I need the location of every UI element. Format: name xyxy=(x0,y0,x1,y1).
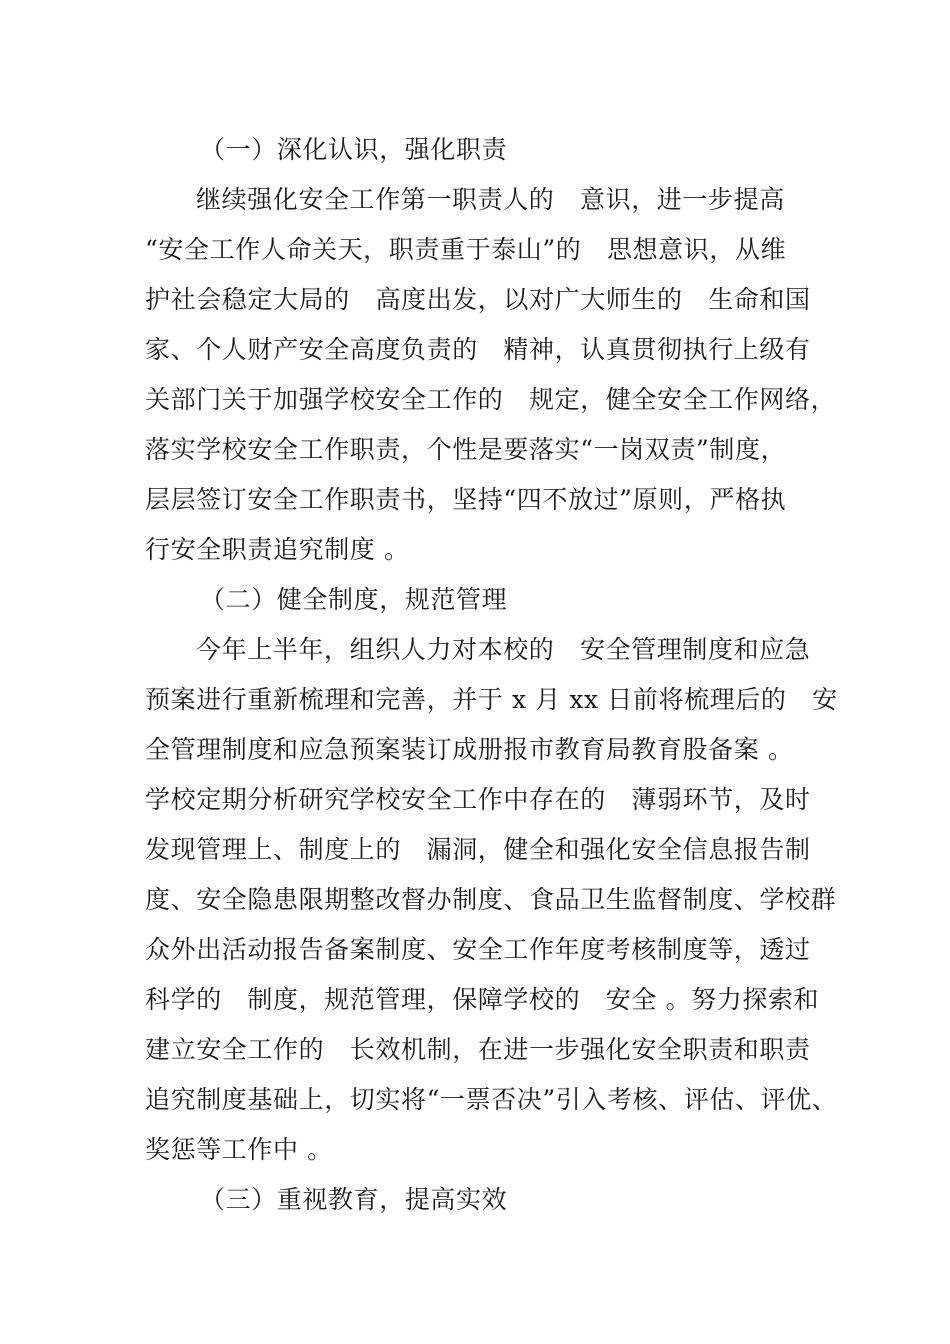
section-heading-1: （一）深化认识，强化职责 xyxy=(200,135,508,164)
paragraph-line: 落实学校安全工作职责，个性是要落实“一岗双责”制度， xyxy=(145,435,787,464)
paragraph-line: 奖惩等工作中 。 xyxy=(145,1135,333,1164)
paragraph-line: 发现管理上、制度上的 漏洞，健全和强化安全信息报告制 xyxy=(145,835,811,864)
paragraph-line: 全管理制度和应急预案装订成册报市教育局教育股备案 。 xyxy=(145,735,794,764)
paragraph-line: 家、个人财产安全高度负责的 精神，认真贯彻执行上级有 xyxy=(145,335,811,364)
paragraph-line: 行安全职责追究制度 。 xyxy=(145,535,410,564)
paragraph-line: 建立安全工作的 长效机制，在进一步强化安全职责和职责 xyxy=(145,1035,811,1064)
paragraph-line: 众外出活动报告备案制度、安全工作年度考核制度等，透过 xyxy=(145,935,811,964)
paragraph-line: 层层签订安全工作职责书，坚持“四不放过”原则，严格执 xyxy=(145,485,787,514)
paragraph-line: 今年上半年，组织人力对本校的 安全管理制度和应急 xyxy=(196,635,811,664)
paragraph-line: “安全工作人命关天，职责重于泰山”的 思想意识，从维 xyxy=(145,235,787,264)
paragraph-line: 度、安全隐患限期整改督办制度、食品卫生监督制度、学校群 xyxy=(145,885,837,914)
paragraph-line: 学校定期分析研究学校安全工作中存在的 薄弱环节，及时 xyxy=(145,785,811,814)
section-heading-3: （三）重视教育，提高实效 xyxy=(200,1185,508,1214)
paragraph-line: 关部门关于加强学校安全工作的 规定，健全安全工作网络， xyxy=(145,385,837,414)
paragraph-line: 预案进行重新梳理和完善，并于 x 月 xx 日前将梳理后的 安 xyxy=(145,685,838,714)
paragraph-line: 继续强化安全工作第一职责人的 意识，进一步提高 xyxy=(196,185,785,214)
paragraph-line: 护社会稳定大局的 高度出发，以对广大师生的 生命和国 xyxy=(145,285,811,314)
paragraph-line: 科学的 制度，规范管理，保障学校的 安全 。努力探索和 xyxy=(145,985,820,1014)
paragraph-line: 追究制度基础上，切实将“一票否决”引入考核、评估、评优、 xyxy=(145,1085,838,1114)
section-heading-2: （二）健全制度，规范管理 xyxy=(200,585,508,614)
